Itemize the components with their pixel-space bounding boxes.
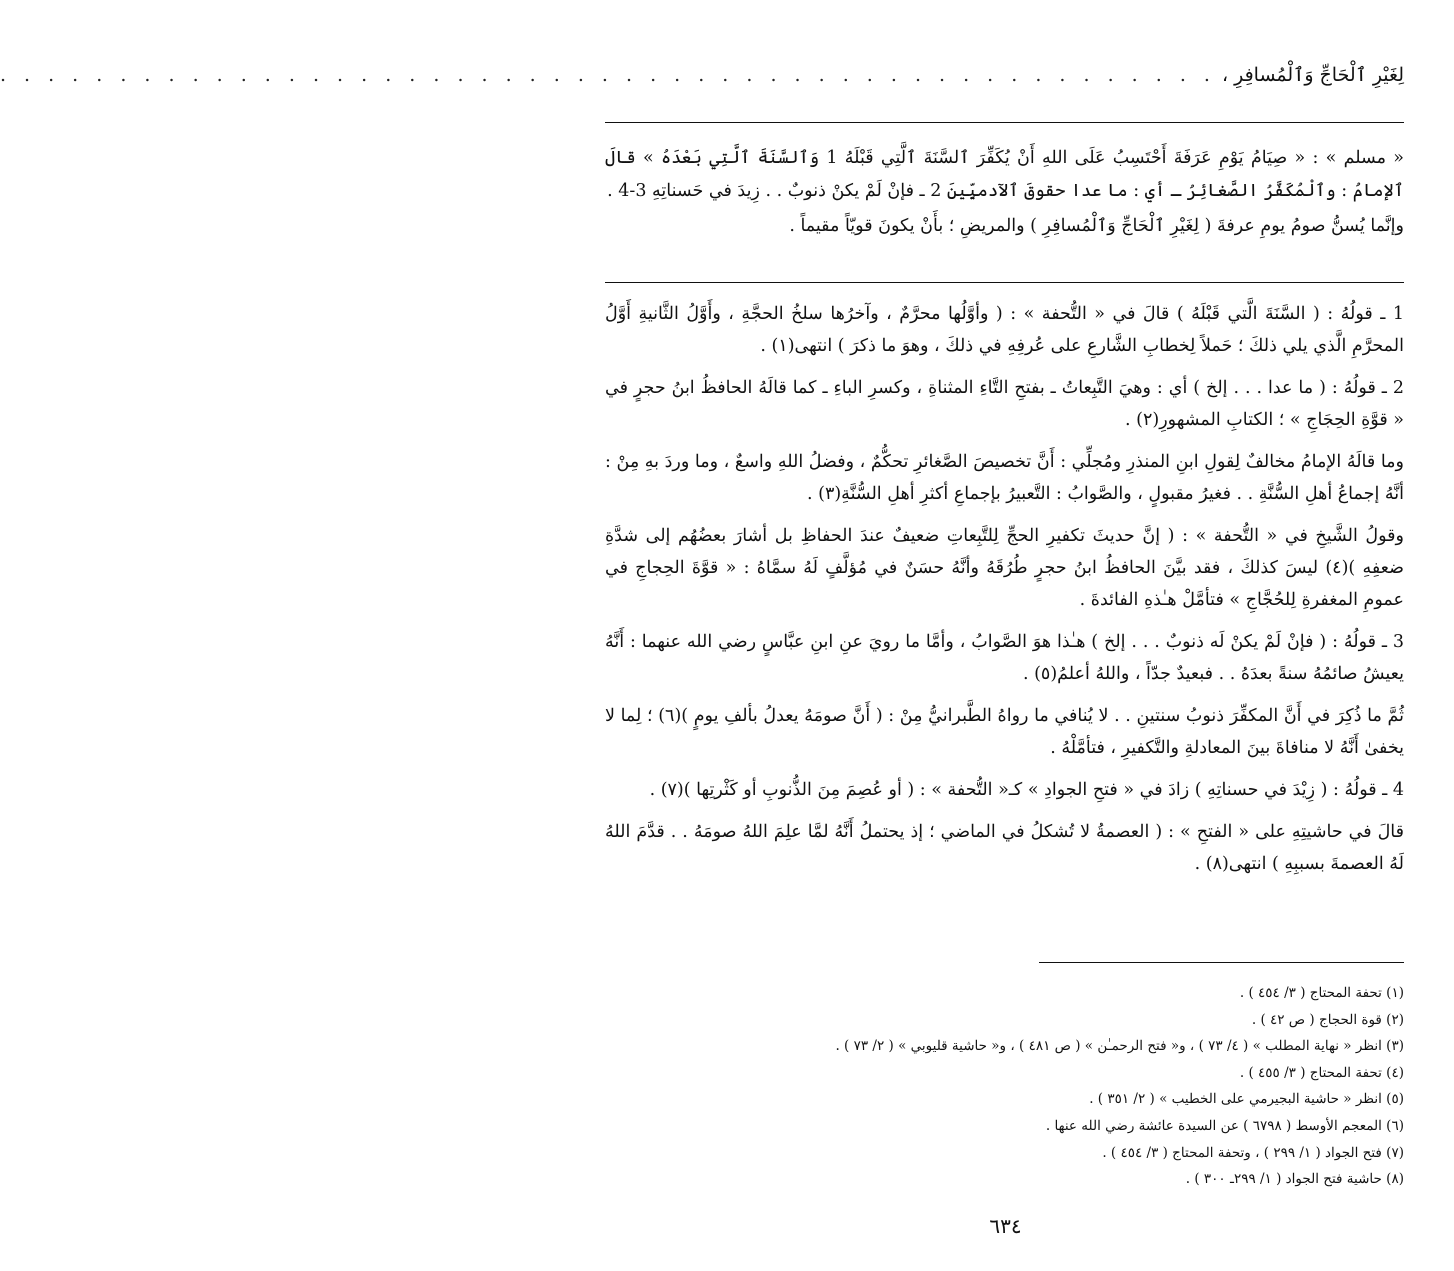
footnote: (١) تحفة المحتاج ( ٣/ ٤٥٤ ) . bbox=[1239, 985, 1404, 1001]
commentary-paragraph: ثُمَّ ما ذُكِرَ في أَنَّ المكفِّرَ ذنوبُ سنتينِ . . لا يُنافي ما رواهُ الطَّبرانيُّ مِنْ : ( أَنَّ صومَهُ يعدلُ بألفِ يومٍ )(٦) ؛ لِما لا يخفىٰ أَنَّهُ لا منافاةَ بينَ المعادلةِ والتَّكفيرِ ، فتأمَّلْهُ . bbox=[605, 706, 1404, 758]
footnote: (٣) انظر « نهاية المطلب » ( ٤/ ٧٣ ) ، و« فتح الرحمـٰن » ( ص ٤٨١ ) ، و« حاشية قليوبي » ( ٢/ ٧٣ ) . bbox=[835, 1038, 1404, 1055]
footnote: (٥) انظر « حاشية البجيرمي على الخطيب » ( ٢/ ٣٥١ ) . bbox=[1089, 1091, 1404, 1108]
commentary-paragraph: 3 ـ قولُهُ : ( فإنْ لَمْ يكنْ لَه ذنوبٌ . . . إلخ ) هـٰذا هوَ الصَّوابُ ، وأمَّا ما رويَ عنِ ابنِ عبَّاسٍ رضي الله عنهما : أَنَّهُ يعيشُ صائمُهُ سنةً بعدَهُ . . فبعيدٌ جدّاً ، واللهُ أعلمُ(٥) . bbox=[605, 632, 1404, 684]
running-head-leader: . . . . . . . . . . . . . . . . . . . . . . . . . . . . . . . . . . . . . . . . . . . . . . . . . . . bbox=[0, 64, 1216, 86]
footnote-rule bbox=[1039, 962, 1404, 963]
page-number: ٦٣٤ bbox=[989, 1214, 1022, 1238]
commentary-paragraph: وما قالَهُ الإمامُ مخالفٌ لِقولِ ابنِ المنذرِ ومُجلِّي : أَنَّ تخصيصَ الصَّغائرِ تحكُّمٌ ، وفضلُ اللهِ واسعٌ ، وما وردَ بهِ مِنْ : أنَّهُ إجماعُ أهلِ السُّنَّةِ . . فغيرُ مقبولٍ ، والصَّوابُ : التَّعبيرُ بإجماعِ أكثرِ أهلِ السُّنَّةِ(٣) . bbox=[605, 452, 1404, 504]
text-commentary-divider bbox=[605, 282, 1404, 283]
commentary-paragraph: 2 ـ قولُهُ : ( ما عدا . . . إلخ ) أي : وهيَ التَّبِعاتُ ـ بفتحِ التَّاءِ المثناةِ ، وكسرِ الباءِ ـ كما قالَهُ الحافظُ ابنُ حجرٍ في « قوَّةِ الحِجَاجِ » ؛ الكتابِ المشهورِ(٢) . bbox=[605, 378, 1404, 430]
running-head bbox=[0, 64, 1404, 86]
footnote: (٢) قوة الحجاج ( ص ٤٢ ) . bbox=[1251, 1011, 1404, 1028]
commentary-paragraph: 1 ـ قولُهُ : ( السَّنَةَ الَّتي قَبْلَهُ ) قالَ في « التُّحفة » : ( وأوَّلُها محرَّمٌ ، وآخرُها سلخُ الحجَّةِ ، وأَوَّلُ الثَّانيةِ أَوَّلُ المحرَّمِ الَّذي يلي ذلكَ ؛ حَملاً لِخطابِ الشَّارعِ على عُرفِهِ في ذلكَ ، وهوَ ما ذكرَ ) انتهى(١) . bbox=[605, 304, 1404, 356]
main-paragraph: وإنَّما يُسنُّ صومُ يومِ عرفةَ ( لِغَيْرِ ٱلْحَاجِّ وَٱلْمُسافِرِ ) والمريضِ ؛ بأَنْ يكونَ قويّاً مقيماً . bbox=[789, 216, 1404, 236]
footnote: (٨) حاشية فتح الجواد ( ١/ ٢٩٩ـ ٣٠٠ ) . bbox=[1185, 1171, 1404, 1188]
commentary-paragraph: 4 ـ قولُهُ : ( زِيْدَ في حسناتِهِ ) زادَ في « فتحِ الجوادِ » كـ« التُّحفة » : ( أو عُصِمَ مِنَ الذُّنوبِ أو كَثْرتِها )(٧) . bbox=[649, 780, 1404, 800]
commentary bbox=[605, 298, 1404, 890]
running-head-title: لِغَيْرِ ٱلْحَاجِّ وَٱلْمُسافِرِ ، bbox=[1221, 64, 1404, 86]
footnote: (٦) المعجم الأوسط ( ٦٧٩٨ ) عن السيدة عائشة رضي الله عنها . bbox=[1045, 1117, 1404, 1134]
footnote: (٧) فتح الجواد ( ١/ ٢٩٩ ) ، وتحفة المحتاج ( ٣/ ٤٥٤ ) . bbox=[1102, 1144, 1404, 1161]
footnote: (٤) تحفة المحتاج ( ٣/ ٤٥٥ ) . bbox=[1239, 1064, 1404, 1081]
header-rule bbox=[605, 122, 1404, 123]
footnotes bbox=[605, 980, 1404, 1193]
main-paragraph: « مسلم » : « صِيَامُ يَوْمِ عَرَفَةَ أَحْتَسِبُ عَلَى اللهِ أَنْ يُكَفِّرَ ٱلسَّنَةَ ٱلَّتِي قَبْلَهُ 1 وَٱلسَّنَةَ ٱلَّتِي بَعْدَهُ » قالَ ٱلإمامُ : وٱلْمُكَفَّرُ الصَّغائِرُ ـ أي : ما عدا حقوقَ ٱلآدميِّينَ 2 ـ فإنْ لَمْ يكنْ ذنوبٌ . . زِيدَ في حَسناتِهِ 3-4 . bbox=[605, 148, 1404, 201]
commentary-paragraph: قالَ في حاشيتِهِ على « الفتحِ » : ( العصمةُ لا تُشكلُ في الماضي ؛ إذ يحتملُ أَنَّهُ لمَّا علِمَ اللهُ صومَهُ . . قدَّمَ اللهُ لَهُ العصمةَ بسببِهِ ) انتهى(٨) . bbox=[605, 822, 1404, 874]
commentary-paragraph: وقولُ الشَّيخِ في « التُّحفة » : ( إنَّ حديثَ تكفيرِ الحجِّ لِلتَّبِعاتِ ضعيفٌ عندَ الحفاظِ بل أشارَ بعضُهُم إلى شدَّةِ ضعفِهِ )(٤) ليسَ كذلكَ ، فقد بيَّنَ الحافظُ ابنُ حجرٍ طُرُقَهُ وأنَّهُ حسَنٌ في مُؤلَّفٍ لَهُ سمَّاهُ : « قوَّةَ الحِجاجِ في عمومِ المغفرةِ لِلحُجَّاجِ » فتأمَّلْ هـٰذهِ الفائدةَ . bbox=[605, 526, 1404, 610]
main-text bbox=[605, 142, 1404, 245]
